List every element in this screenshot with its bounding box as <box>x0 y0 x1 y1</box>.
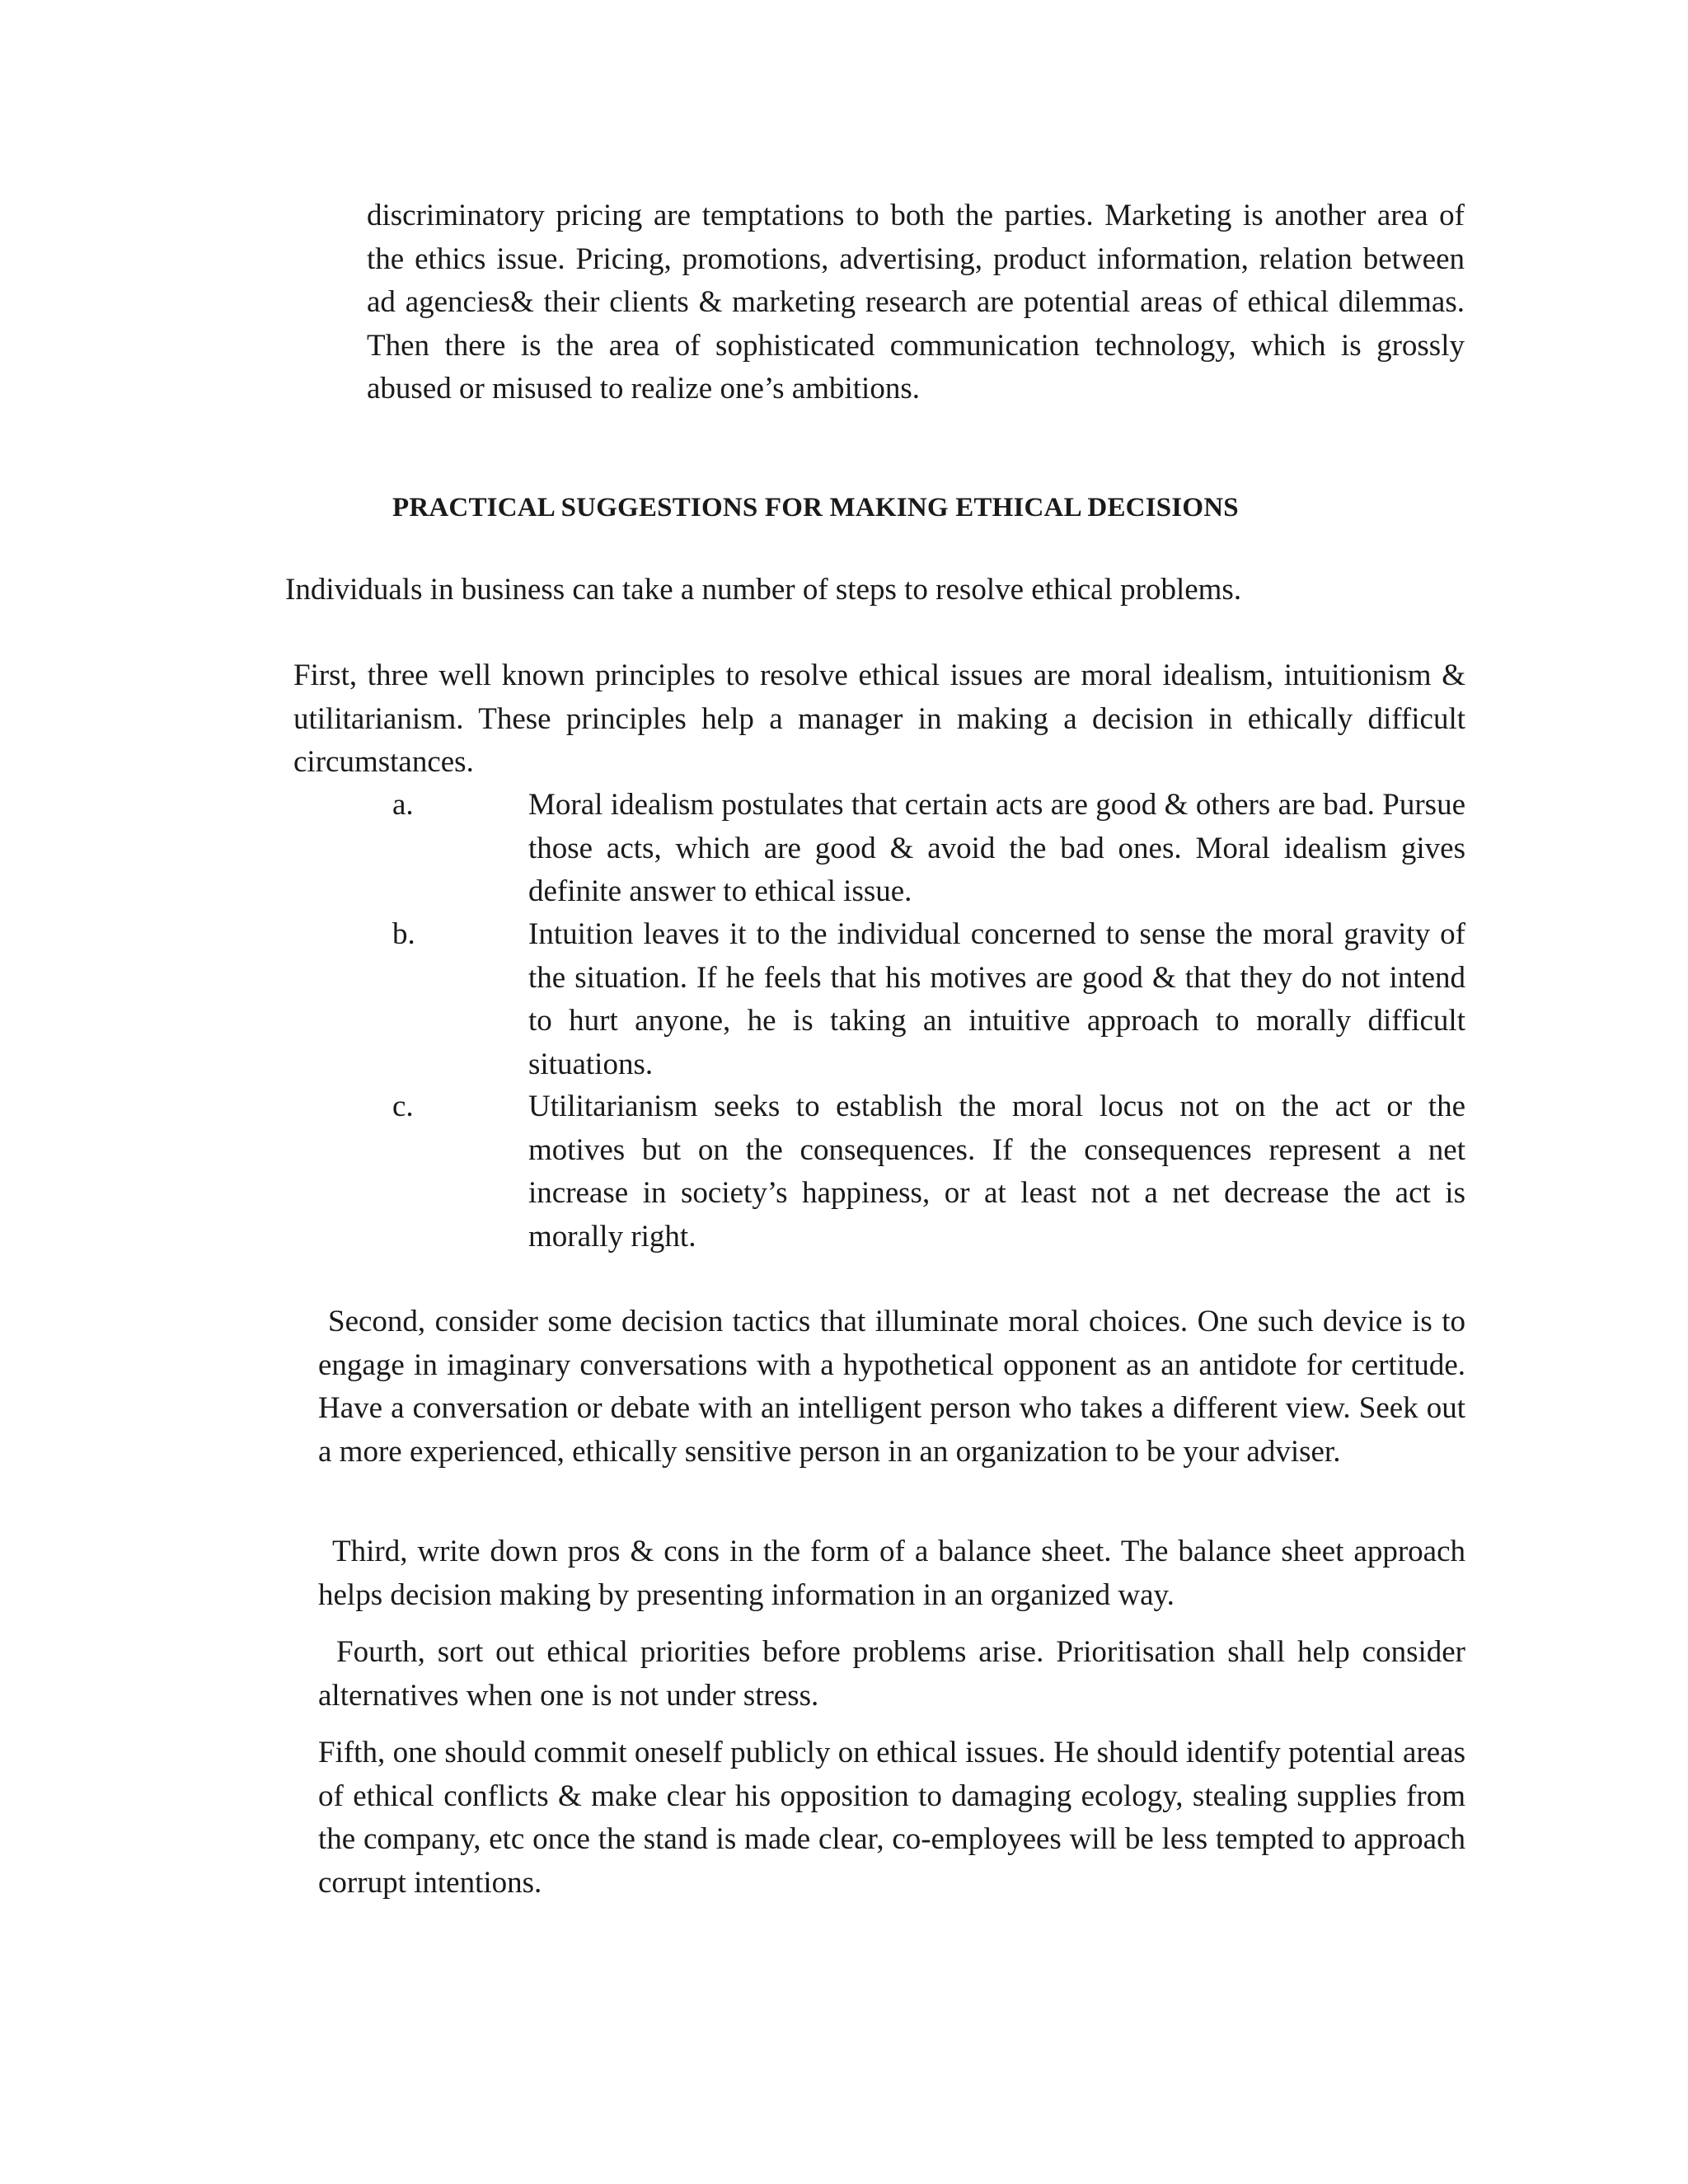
third-paragraph: Third, write down pros & cons in the form of a balance sheet. The balance sheet approach helps decision making by presenting information in an organized way. <box>318 1535 1465 1612</box>
second-paragraph: Second, consider some decision tactics that illuminate moral choices. One such device is to engage in imaginary conversations with a hypothetical opponent as an antidote for certitude. Have a conversation or debate with an intelligent person who takes a different view. Seek out a more experienced, ethically sensitive person in an organization to be your adviser. <box>318 1305 1465 1469</box>
fifth-paragraph: Fifth, one should commit oneself publicly on ethical issues. He should identify potential areas of ethical conflicts & make clear his opposition to damaging ecology, stealing supplies from the company, etc once the stand is made clear, co-employees will be less tempted to approach corrupt intentions. <box>318 1736 1465 1900</box>
list-item-c: Utilitarianism seeks to establish the moral locus not on the act or the motives but on the consequences. If the consequences represent a net increase in society’s happiness, or at least not a net decrease the act is morally right. <box>528 1090 1465 1254</box>
list-marker-c: c. <box>392 1090 414 1123</box>
first-paragraph: First, three well known principles to resolve ethical issues are moral idealism, intuitionism & utilitarianism. These principles help a manager in making a decision in ethically difficult circumstances. <box>293 658 1465 779</box>
list-marker-b: b. <box>392 917 415 951</box>
lead-sentence: Individuals in business can take a number of steps to resolve ethical problems. <box>285 573 1242 607</box>
list-marker-a: a. <box>392 788 414 822</box>
section-heading: PRACTICAL SUGGESTIONS FOR MAKING ETHICAL DECISIONS <box>392 493 1239 523</box>
list-item-b: Intuition leaves it to the individual concerned to sense the moral gravity of the situation. If he feels that his motives are good & that they do not intend to hurt anyone, he is taking an intuitive approach to morally difficult situations. <box>528 917 1465 1081</box>
intro-paragraph: discriminatory pricing are temptations to both the parties. Marketing is another area of the ethics issue. Pricing, promotions, advertising, product information, relation between ad agencies& their clients & marketing research are potential areas of ethical dilemmas. Then there is the area of sophisticated communication technology, which is grossly abused or misused to realize one’s ambitions. <box>367 199 1465 405</box>
fourth-paragraph: Fourth, sort out ethical priorities before problems arise. Prioritisation shall help consider alternatives when one is not under stress. <box>318 1635 1465 1713</box>
list-item-a: Moral idealism postulates that certain acts are good & others are bad. Pursue those acts, which are good & avoid the bad ones. Moral idealism gives definite answer to ethical issue. <box>528 788 1465 908</box>
